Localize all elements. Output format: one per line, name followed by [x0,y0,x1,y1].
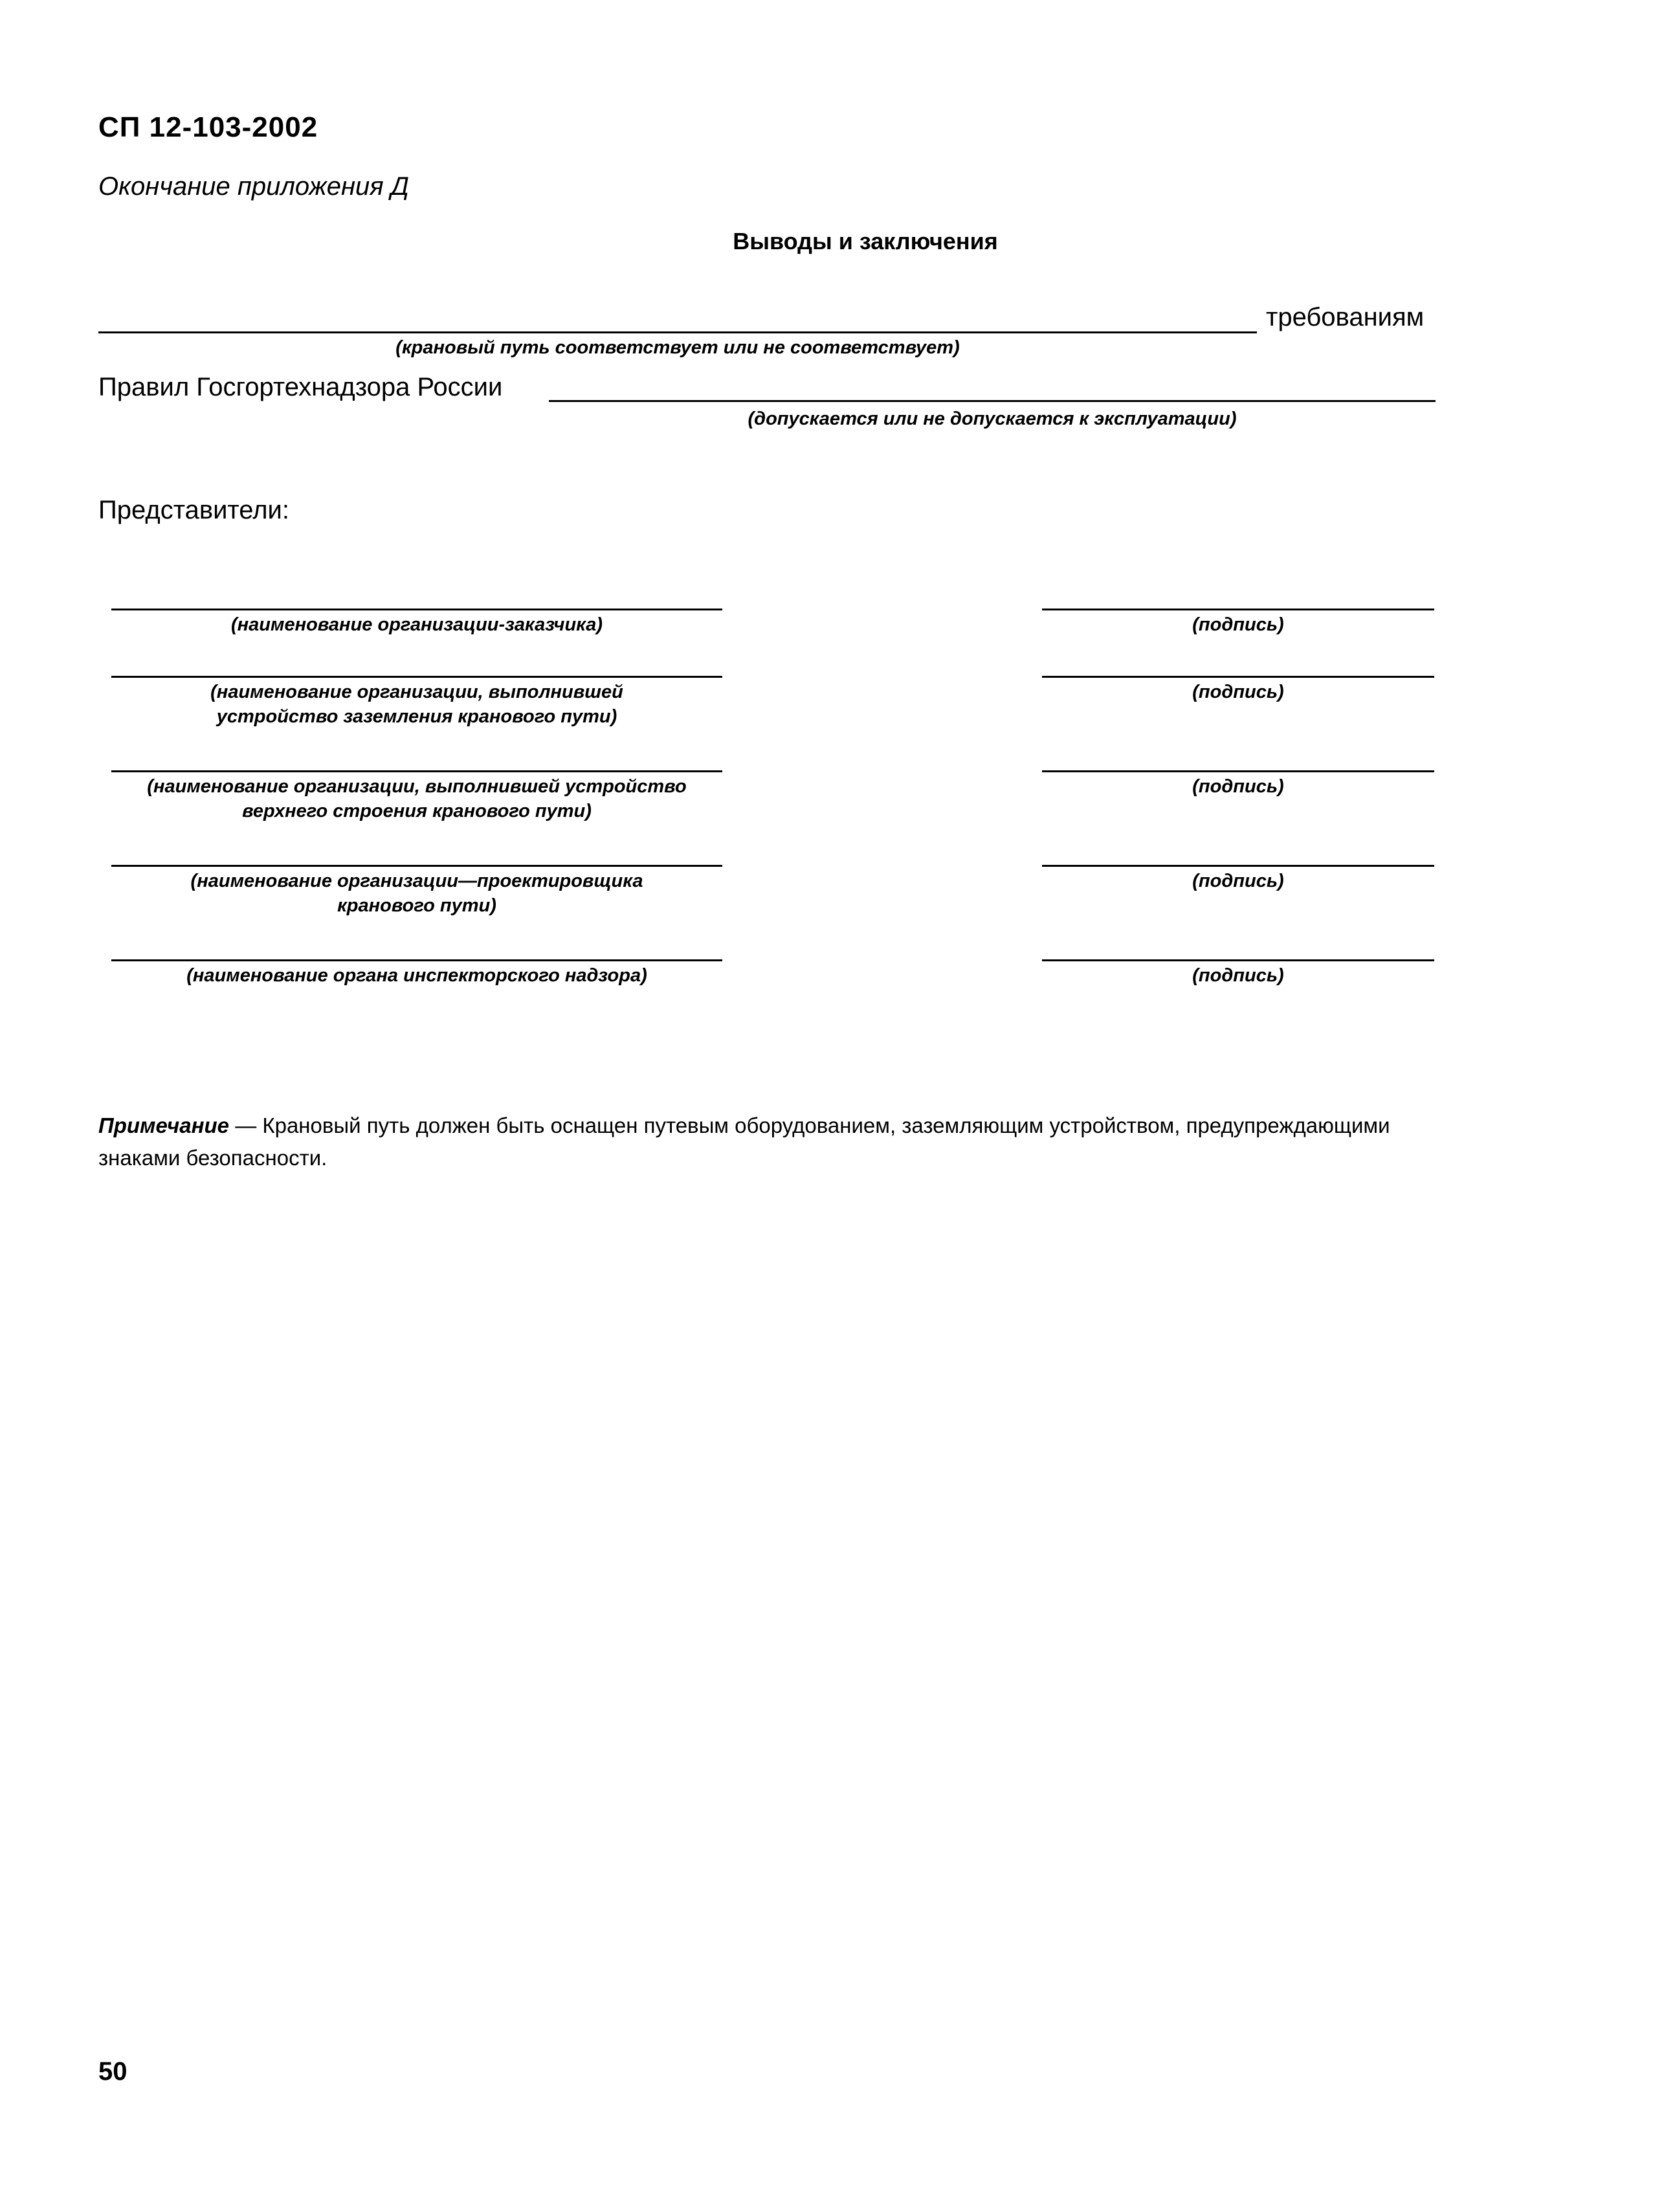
signature-caption-2: (подпись) [1192,682,1284,702]
signature-line-4 [1042,865,1434,867]
appendix-note: Окончание приложения Д [98,172,409,201]
conclusion-line-1 [98,331,1257,333]
org-caption-5: (наименование органа инспекторского надзора) [186,965,647,986]
org-caption-4: (наименование организации—проектировщика кранового пути) [190,871,643,916]
conclusion-line-2 [549,400,1436,402]
org-line-5 [111,959,722,961]
signature-line-1 [1042,609,1434,610]
org-line-1 [111,609,722,610]
signature-line-3 [1042,770,1434,772]
signature-caption-3: (подпись) [1192,776,1284,797]
org-line-4 [111,865,722,867]
signature-caption-4: (подпись) [1192,871,1284,891]
signature-line-2 [1042,676,1434,678]
signature-line-5 [1042,959,1434,961]
conclusion-line-2-caption: (допускается или не допускается к эксплуатации) [748,408,1237,429]
signature-caption-1: (подпись) [1192,614,1284,635]
org-caption-3: (наименование организации, выполнившей устройство верхнего строения кранового пути) [147,776,687,821]
org-caption-1: (наименование организации-заказчика) [230,614,603,635]
section-title: Выводы и заключения [733,228,998,254]
document-code: СП 12-103-2002 [98,111,318,143]
conclusion-line-2-prefix: Правил Госгортехнадзора России [98,373,503,401]
org-caption-2: (наименование организации, выполнившей устройство заземления кранового пути) [210,682,623,727]
signature-caption-5: (подпись) [1192,965,1284,986]
note-paragraph [98,1110,1432,1174]
conclusion-line-1-suffix: требованиям [1266,303,1425,331]
conclusion-line-1-caption: (крановый путь соответствует или не соответствует) [395,337,960,358]
representatives-label: Представители: [98,496,289,524]
org-line-2 [111,676,722,678]
note-text: — Крановый путь должен быть оснащен путевым оборудованием, заземляющим устройством, предупреждающими знаками безопасности. [98,1113,1390,1170]
page-number: 50 [98,2057,128,2086]
org-line-3 [111,770,722,772]
note-label: Примечание [98,1113,230,1137]
